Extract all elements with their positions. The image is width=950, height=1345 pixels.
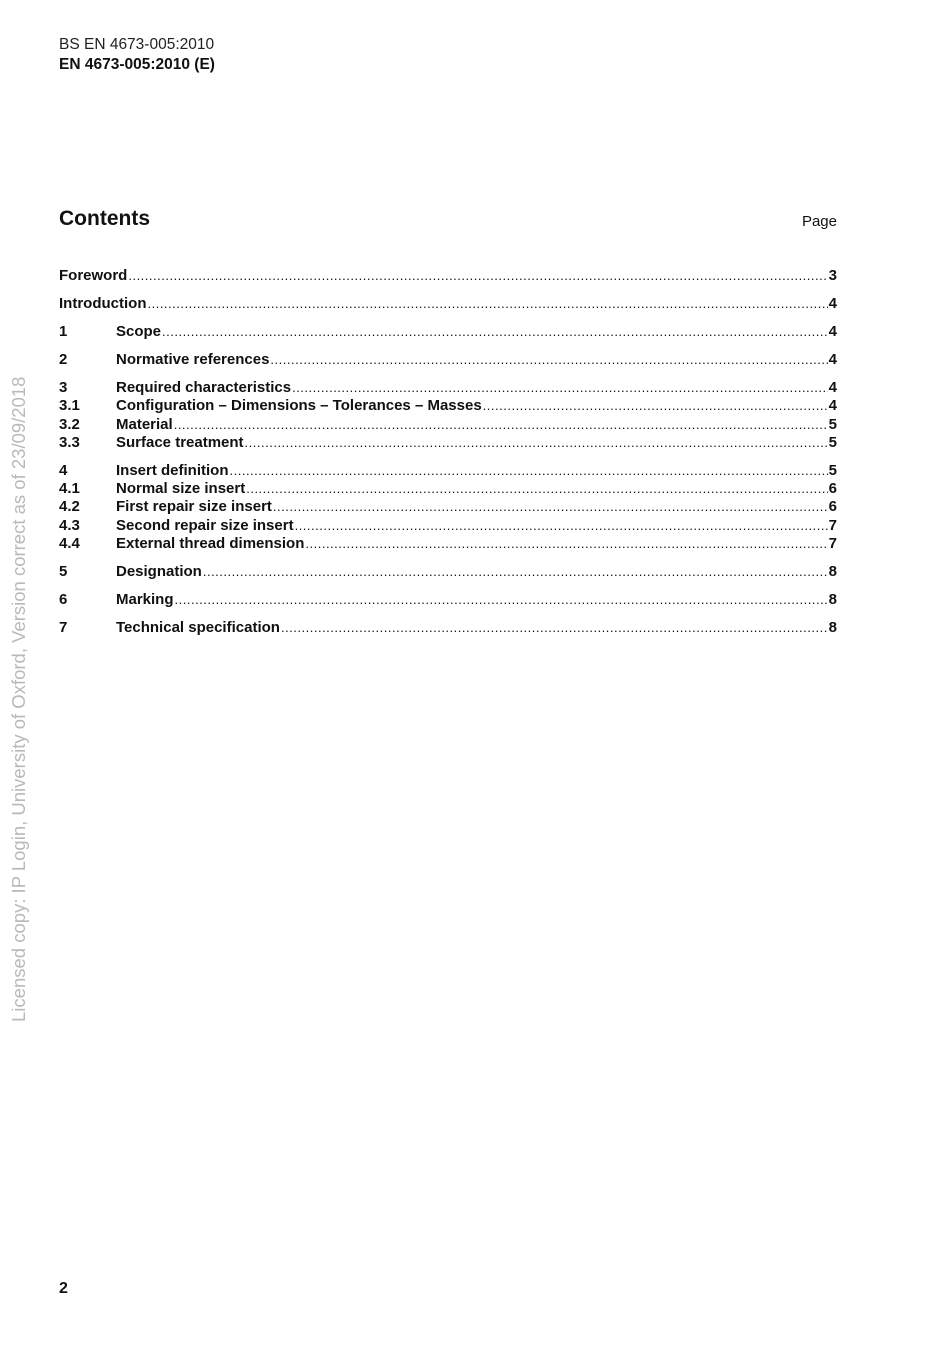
toc-entry-label: Designation (116, 562, 202, 580)
toc-entry-label: Normal size insert (116, 480, 246, 498)
dot-leader (174, 417, 828, 432)
toc-entry-label: Normative references (116, 350, 270, 368)
toc-entry-page: 5 (828, 433, 837, 451)
dot-leader (246, 481, 827, 496)
toc-entry-3[interactable] (59, 379, 837, 397)
toc-entry-number: 5 (59, 562, 68, 580)
toc-entry-1[interactable] (59, 323, 837, 341)
toc-entry-label: Required characteristics (116, 378, 292, 396)
dot-leader (128, 268, 827, 283)
toc-entry-page: 6 (828, 498, 837, 516)
contents-title: Contents (59, 207, 150, 230)
toc-entry-label: Second repair size insert (116, 516, 294, 534)
toc-entry-label: Introduction (59, 294, 147, 312)
toc-entry-3-2[interactable] (59, 416, 837, 434)
toc-entry-label: First repair size insert (116, 498, 272, 516)
toc-entry-4-1[interactable] (59, 480, 837, 498)
toc-entry-3-3[interactable] (59, 434, 837, 452)
toc-entry-number: 4.4 (59, 535, 80, 552)
toc-entry-label: Technical specification (116, 618, 280, 636)
toc-entry-page: 5 (828, 415, 837, 433)
toc-entry-page: 4 (828, 378, 837, 396)
toc-entry-4[interactable] (59, 462, 837, 480)
toc-entry-4-2[interactable] (59, 498, 837, 516)
toc-entry-label: Foreword (59, 267, 128, 284)
toc-entry-page: 4 (828, 322, 837, 340)
toc-entry-label: Surface treatment (116, 433, 244, 451)
toc-entry-page: 3 (828, 267, 837, 284)
page-number: 2 (59, 1280, 68, 1297)
toc-entry-number: 7 (59, 618, 68, 636)
table-of-contents (59, 267, 837, 637)
dot-leader (147, 296, 827, 311)
dot-leader (292, 380, 828, 395)
dot-leader (483, 398, 828, 413)
toc-entry-page: 4 (828, 397, 837, 415)
toc-entry-page: 5 (828, 461, 837, 479)
toc-entry-label: Insert definition (116, 461, 229, 479)
toc-entry-label: Marking (116, 590, 174, 608)
toc-entry-introduction[interactable] (59, 295, 837, 313)
toc-entry-number: 4 (59, 461, 68, 479)
document-code-english: EN 4673-005:2010 (E) (59, 56, 215, 73)
toc-entry-page: 6 (828, 480, 837, 498)
toc-entry-3-1[interactable] (59, 397, 837, 415)
dot-leader (273, 499, 828, 514)
toc-entry-number: 2 (59, 350, 68, 368)
toc-entry-number: 1 (59, 322, 68, 340)
dot-leader (281, 620, 828, 635)
toc-entry-6[interactable] (59, 591, 837, 609)
toc-entry-number: 3.3 (59, 433, 80, 451)
toc-entry-foreword[interactable] (59, 267, 837, 285)
toc-entry-4-4[interactable] (59, 535, 837, 553)
toc-entry-page: 7 (828, 535, 837, 552)
toc-entry-page: 8 (828, 618, 837, 636)
dot-leader (305, 536, 827, 551)
toc-entry-number: 4.2 (59, 498, 80, 516)
toc-entry-page: 8 (828, 562, 837, 580)
dot-leader (175, 592, 828, 607)
dot-leader (203, 564, 828, 579)
toc-entry-number: 4.1 (59, 480, 80, 498)
toc-entry-number: 6 (59, 590, 68, 608)
page-column-label: Page (801, 213, 837, 230)
license-watermark: Licensed copy: IP Login, University of Oxford, Version correct as of 23/09/2018 (8, 376, 29, 1022)
dot-leader (162, 324, 828, 339)
toc-entry-2[interactable] (59, 351, 837, 369)
toc-entry-4-3[interactable] (59, 517, 837, 535)
toc-entry-label: Scope (116, 322, 162, 340)
toc-entry-label: Configuration – Dimensions – Tolerances – Masses (116, 397, 482, 415)
toc-entry-label: Material (116, 415, 173, 433)
toc-entry-number: 3 (59, 378, 68, 396)
dot-leader (230, 463, 828, 478)
toc-entry-number: 3.2 (59, 415, 80, 433)
toc-entry-number: 3.1 (59, 397, 80, 415)
toc-entry-label: External thread dimension (116, 535, 305, 552)
toc-entry-5[interactable] (59, 563, 837, 581)
dot-leader (295, 518, 828, 533)
toc-entry-page: 8 (828, 590, 837, 608)
dot-leader (270, 352, 827, 367)
document-code: BS EN 4673-005:2010 (59, 36, 215, 53)
dot-leader (245, 435, 828, 450)
toc-entry-number: 4.3 (59, 516, 80, 534)
toc-entry-7[interactable] (59, 619, 837, 637)
toc-entry-page: 7 (828, 516, 837, 534)
toc-entry-page: 4 (828, 350, 837, 368)
toc-entry-page: 4 (828, 294, 837, 312)
